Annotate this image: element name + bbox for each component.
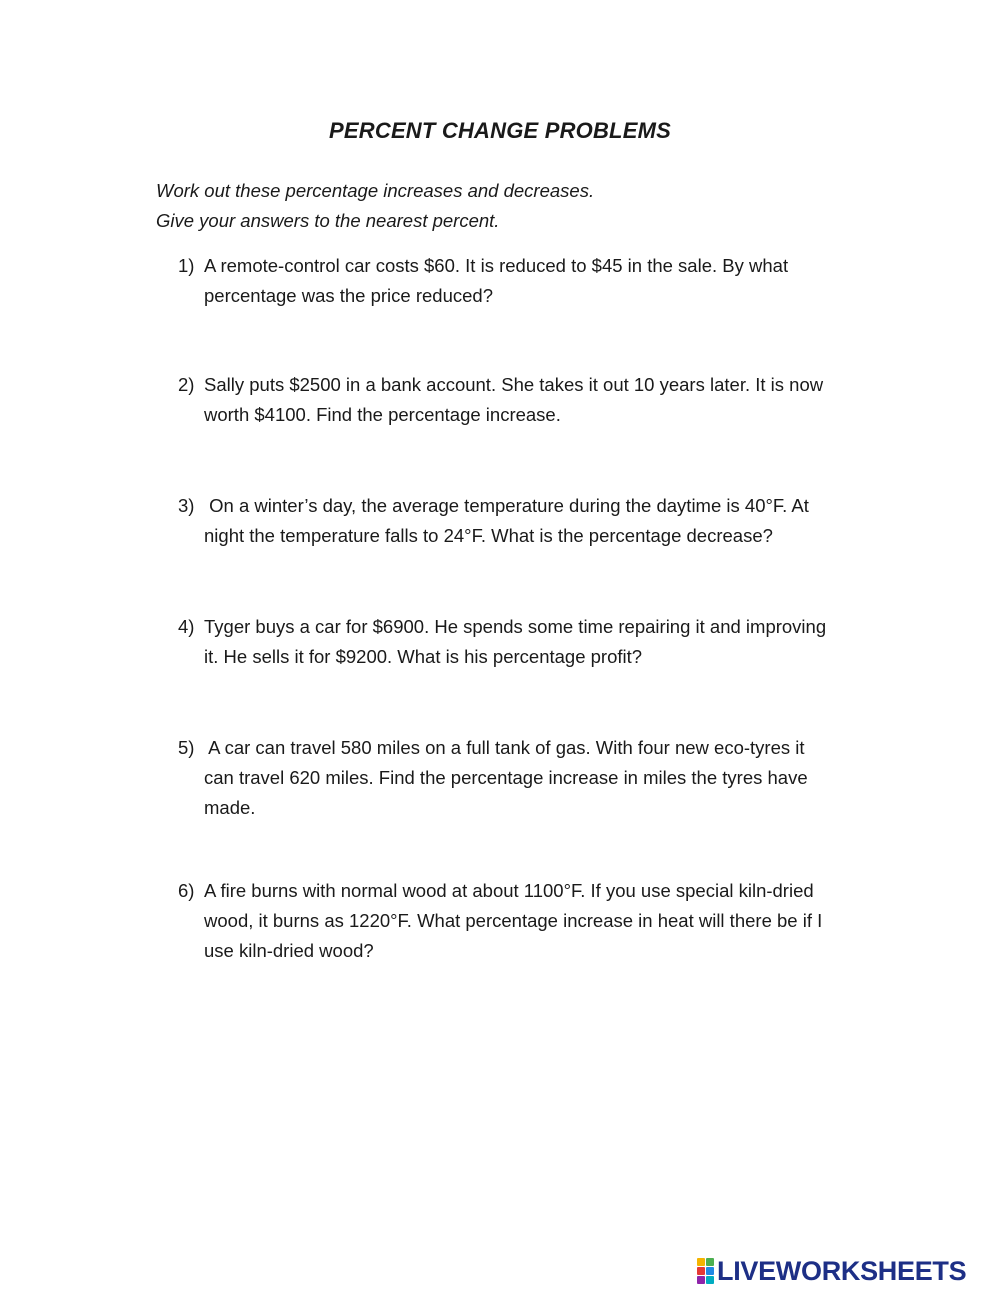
question-number: 3) xyxy=(178,495,195,516)
logo-mark-cell xyxy=(706,1276,714,1284)
logo-mark-cell xyxy=(697,1258,705,1266)
question-text-line: made. xyxy=(204,797,256,818)
instructions xyxy=(156,176,594,236)
question-number: 6) xyxy=(178,880,195,901)
logo-mark-cell xyxy=(697,1267,705,1275)
question-text-line: On a winter’s day, the average temperature during the daytime is 40°F. At xyxy=(204,495,809,516)
question-text-line: use kiln-dried wood? xyxy=(204,940,374,961)
worksheet-title: PERCENT CHANGE PROBLEMS xyxy=(329,118,671,143)
instruction-line: Give your answers to the nearest percent. xyxy=(156,210,500,231)
question-text-line: night the temperature falls to 24°F. What is the percentage decrease? xyxy=(204,525,773,546)
question-text-line: it. He sells it for $9200. What is his percentage profit? xyxy=(204,646,643,667)
question-3 xyxy=(178,491,878,551)
question-number: 5) xyxy=(178,737,195,758)
question-number: 2) xyxy=(178,374,195,395)
question-number: 4) xyxy=(178,616,195,637)
question-6 xyxy=(178,876,878,966)
question-text-line: wood, it burns as 1220°F. What percentage increase in heat will there be if I xyxy=(204,910,823,931)
question-text-line: A remote-control car costs $60. It is reduced to $45 in the sale. By what xyxy=(204,255,789,276)
question-text-line: A fire burns with normal wood at about 1100°F. If you use special kiln-dried xyxy=(204,880,814,901)
logo-text: LIVEWORKSHEETS xyxy=(717,1255,967,1286)
question-number: 1) xyxy=(178,255,195,276)
question-text-line: Tyger buys a car for $6900. He spends some time repairing it and improving xyxy=(204,616,827,637)
question-text-line: Sally puts $2500 in a bank account. She takes it out 10 years later. It is now xyxy=(204,374,824,395)
logo-mark-cell xyxy=(706,1267,714,1275)
logo-mark-cell xyxy=(697,1276,705,1284)
question-2 xyxy=(178,370,878,430)
question-5 xyxy=(178,733,878,823)
logo-mark-cell xyxy=(706,1258,714,1266)
question-text-line: A car can travel 580 miles on a full tank of gas. With four new eco-tyres it xyxy=(204,737,805,758)
logo-mark-icon xyxy=(697,1258,714,1284)
question-text-line: can travel 620 miles. Find the percentage increase in miles the tyres have xyxy=(204,767,808,788)
question-1 xyxy=(178,251,878,311)
question-text-line: worth $4100. Find the percentage increase. xyxy=(204,404,561,425)
instruction-line: Work out these percentage increases and decreases. xyxy=(156,180,595,201)
question-text-line: percentage was the price reduced? xyxy=(204,285,493,306)
liveworksheets-logo[interactable] xyxy=(697,1256,966,1286)
question-4 xyxy=(178,612,878,672)
